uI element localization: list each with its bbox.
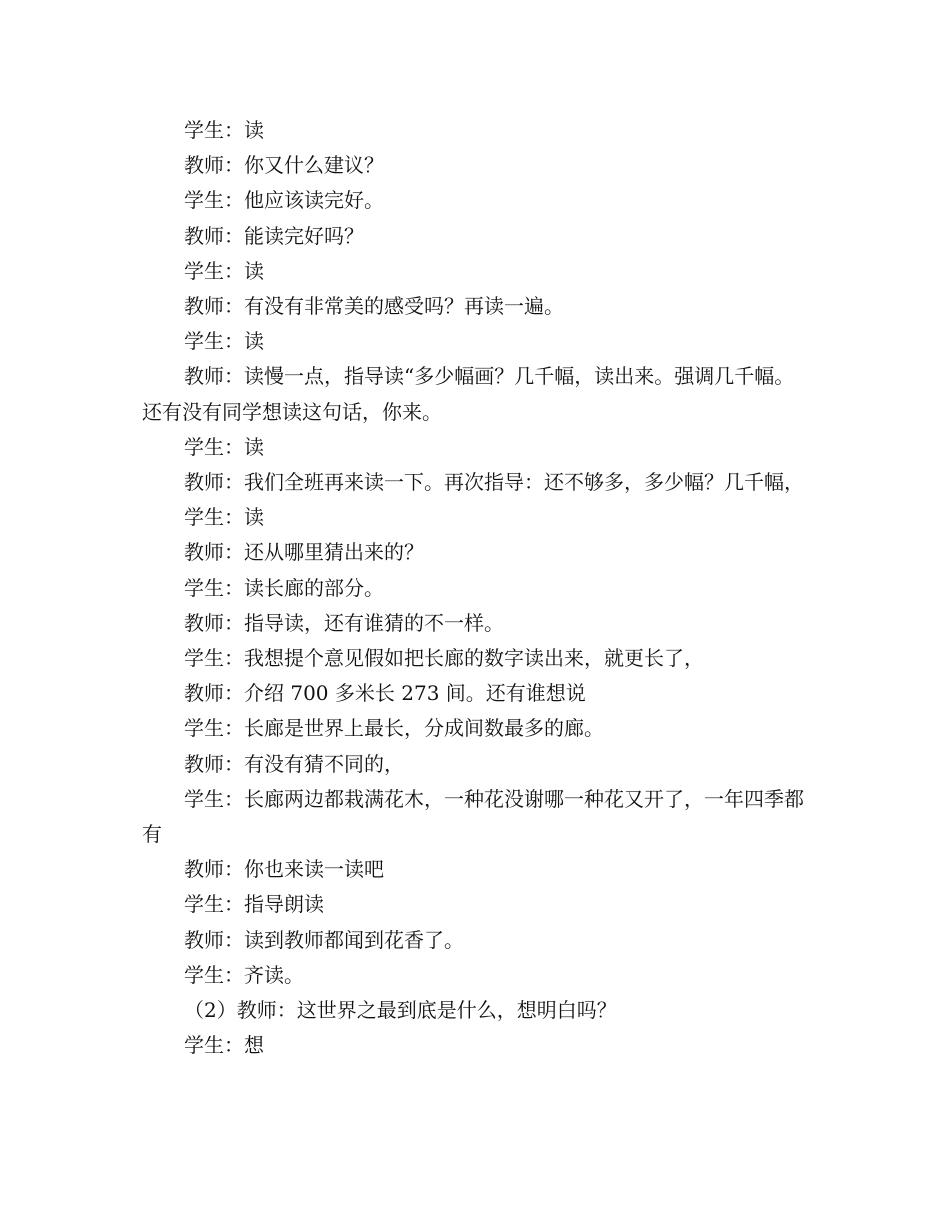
paragraph: 教师：你也来读一读吧 bbox=[184, 857, 384, 882]
paragraph: 学生：读长廊的部分。 bbox=[184, 575, 384, 600]
paragraph: 学生：我想提个意见假如把长廊的数字读出来，就更长了， bbox=[184, 646, 704, 671]
paragraph: 学生：长廊两边都栽满花木，一种花没谢哪一种花又开了，一年四季都有 bbox=[142, 786, 804, 847]
paragraph: 教师：还从哪里猜出来的？ bbox=[184, 540, 424, 565]
paragraph: 教师：指导读，还有谁猜的不一样。 bbox=[184, 610, 504, 635]
paragraph: 教师：能读完好吗？ bbox=[184, 223, 364, 248]
paragraph: 学生：长廊是世界上最长，分成间数最多的廊。 bbox=[184, 716, 604, 741]
paragraph: 教师：我们全班再来读一下。再次指导：还不够多，多少幅？几千幅， bbox=[184, 470, 804, 495]
paragraph: 学生：读 bbox=[184, 434, 264, 459]
paragraph: 学生：读 bbox=[184, 258, 264, 283]
paragraph: 学生：读 bbox=[184, 118, 264, 142]
paragraph: 学生：齐读。 bbox=[184, 962, 304, 987]
paragraph: 教师：有没有猜不同的， bbox=[184, 751, 404, 776]
paragraph: 教师：介绍 700 多米长 273 间。还有谁想说 bbox=[184, 681, 586, 706]
paragraph: 学生：想 bbox=[184, 1033, 264, 1058]
paragraph: 教师：有没有非常美的感受吗？再读一遍。 bbox=[184, 294, 564, 319]
paragraph: 教师：读慢一点，指导读“多少幅画？几千幅，读出来。强调几千幅。还有没有同学想读这句话，你来。 bbox=[142, 364, 795, 424]
document-body bbox=[142, 113, 814, 1063]
paragraph: 学生：读 bbox=[184, 505, 264, 530]
paragraph: 教师：你又什么建议？ bbox=[184, 153, 384, 178]
paragraph: 学生：指导朗读 bbox=[184, 892, 324, 917]
paragraph: 学生：他应该读完好。 bbox=[184, 188, 384, 213]
paragraph: 学生：读 bbox=[184, 329, 264, 354]
paragraph: 教师：读到教师都闻到花香了。 bbox=[184, 927, 464, 952]
paragraph: （2）教师：这世界之最到底是什么，想明白吗？ bbox=[184, 998, 617, 1023]
